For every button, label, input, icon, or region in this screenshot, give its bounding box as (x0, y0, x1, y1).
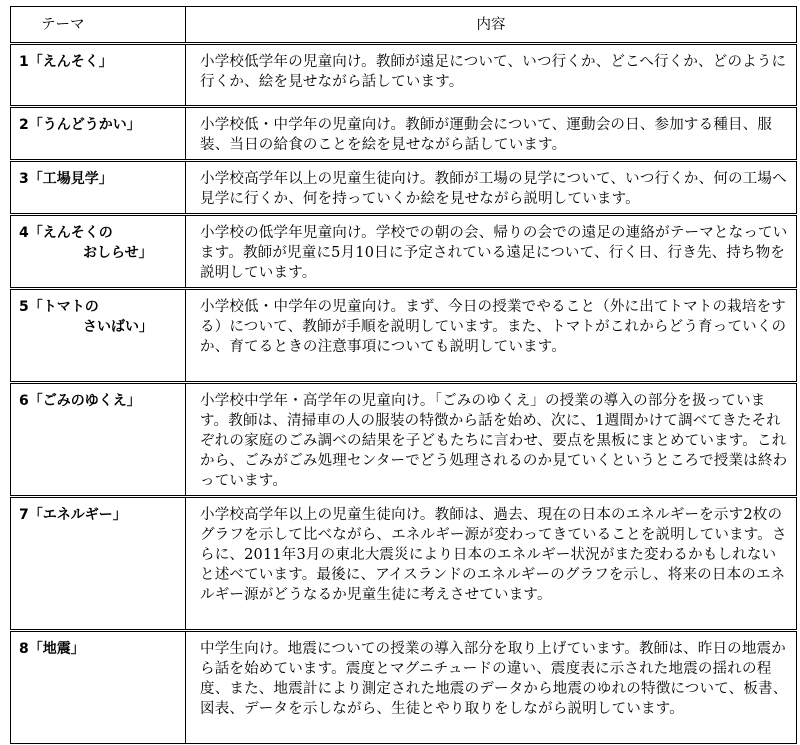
theme-title: 1「えんそく」 (19, 54, 113, 70)
table-row (11, 497, 797, 631)
theme-cell (11, 161, 186, 215)
theme-cell (11, 631, 186, 744)
content-cell: 小学校低学年の児童向け。教師が遠足について、いつ行くか、どこへ行くか、どのように行くか、絵を見せながら話しています。 (186, 44, 797, 107)
table-row (11, 215, 797, 289)
theme-title-continued: さいばい」 (83, 319, 153, 335)
table-row (11, 383, 797, 497)
theme-cell (11, 497, 186, 631)
header-content: 内容 (186, 7, 797, 44)
content-cell: 小学校の低学年児童向け。学校での朝の会、帰りの会での遠足の連絡がテーマとなっています。教師が児童に5月10日に予定されている遠足について、行く日、行き先、持ち物を説明しています。 (186, 215, 797, 289)
theme-title: 5「トマトの (19, 299, 99, 315)
theme-title: 3「工場見学」 (19, 171, 113, 187)
theme-title: 6「ごみのゆくえ」 (19, 393, 141, 409)
table-row (11, 44, 797, 107)
table-row (11, 289, 797, 383)
theme-title: 2「うんどうかい」 (19, 117, 141, 133)
theme-cell (11, 383, 186, 497)
content-cell: 小学校高学年以上の児童生徒向け。教師が工場の見学について、いつ行くか、何の工場へ見学に行くか、何を持っていくか絵を見せながら説明しています。 (186, 161, 797, 215)
theme-cell (11, 289, 186, 383)
table-row (11, 161, 797, 215)
theme-cell (11, 107, 186, 161)
table-header-row (11, 7, 797, 44)
topics-table (10, 6, 797, 744)
header-theme: テーマ (11, 7, 186, 44)
content-cell: 小学校中学年・高学年の児童向け。「ごみのゆくえ」の授業の導入の部分を扱っています。教師は、清掃車の人の服装の特徴から話を始め、次に、1週間かけて調べてきたそれぞれの家庭のごみ調べの結果を子どもたちに言わせ、要点を黒板にまとめています。これから、ごみがごみ処理センターでどう処理されるのか見ていくというところで授業は終わっています。 (186, 383, 797, 497)
content-cell: 小学校低・中学年の児童向け。教師が運動会について、運動会の日、参加する種目、服装、当日の給食のことを絵を見せながら話しています。 (186, 107, 797, 161)
table-row (11, 107, 797, 161)
theme-title: 4「えんそくの (19, 225, 113, 241)
theme-title: 7「エネルギー」 (19, 507, 127, 523)
theme-title: 8「地震」 (19, 641, 85, 657)
content-cell: 小学校低・中学年の児童向け。まず、今日の授業でやること（外に出てトマトの栽培をする）について、教師が手順を説明しています。また、トマトがこれからどう育っていくのか、育てるときの注意事項についても説明しています。 (186, 289, 797, 383)
theme-cell (11, 44, 186, 107)
theme-title-continued: おしらせ」 (83, 245, 153, 261)
content-cell: 小学校高学年以上の児童生徒向け。教師は、過去、現在の日本のエネルギーを示す2枚のグラフを示して比べながら、エネルギー源が変わってきていることを説明しています。さらに、2011年3月の東北大震災により日本のエネルギー状況がまた変わるかもしれないと述べています。最後に、アイスランドのエネルギーのグラフを示し、将来の日本のエネルギー源がどうなるか児童生徒に考えさせています。 (186, 497, 797, 631)
table-row (11, 631, 797, 744)
content-cell: 中学生向け。地震についての授業の導入部分を取り上げています。教師は、昨日の地震から話を始めています。震度とマグニチュードの違い、震度表に示された地震の揺れの程度、また、地震計により測定された地震のデータから地震のゆれの特徴について、板書、図表、データを示しながら、生徒とやり取りをしながら説明しています。 (186, 631, 797, 744)
theme-cell (11, 215, 186, 289)
